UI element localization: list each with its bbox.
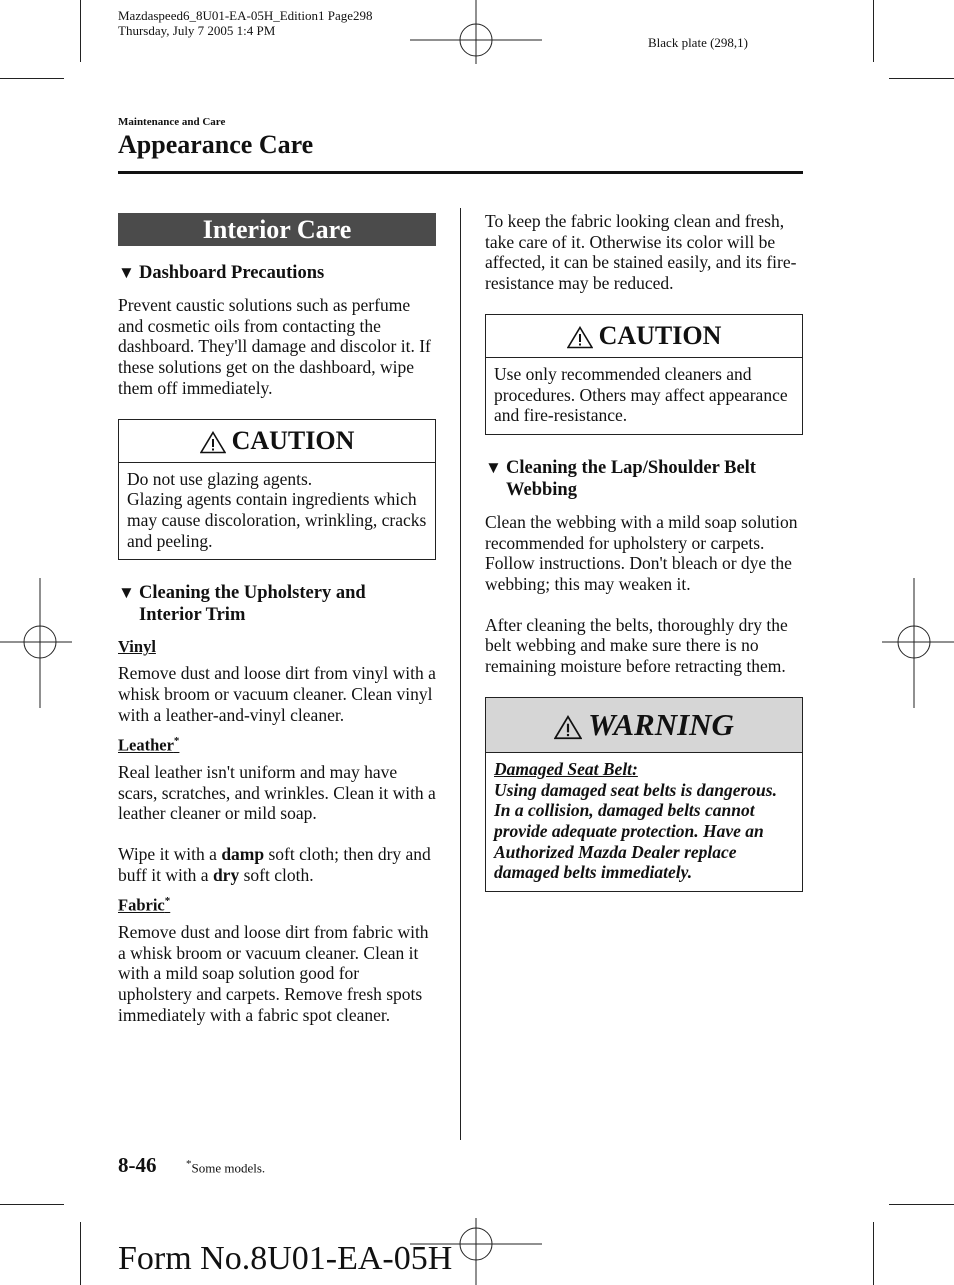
registration-mark-left (0, 578, 72, 708)
dashboard-heading: ▼ Dashboard Precautions (118, 263, 325, 283)
warning-triangle-icon (200, 431, 226, 454)
warning-triangle-icon (567, 326, 593, 349)
section-label: Maintenance and Care (118, 116, 226, 128)
print-info (118, 8, 373, 38)
page-title: Appearance Care (118, 130, 314, 159)
triangle-bullet-icon: ▼ (118, 263, 135, 282)
leather-label: Leather* (118, 735, 180, 755)
fabric-intro-text: To keep the fabric looking clean and fresh, take care of it. Otherwise its color will be affected, it can be stained easily, and its fire-resistance may be reduced. (485, 211, 797, 294)
caution-box-2-body: Use only recommended cleaners and procedures. Others may affect appearance and fire-resistance. (494, 363, 788, 426)
belt-text-1: Clean the webbing with a mild soap solution recommended for upholstery or carpets. Follow instructions. Don't bleach or dye the webbing; this may weaken it. (485, 511, 798, 595)
form-number: Form No.8U01-EA-05H (118, 1240, 453, 1277)
title-rule (118, 171, 803, 174)
dashboard-text: Prevent caustic solutions such as perfume and cosmetic oils from contacting the dashboard. They'll damage and discolor it. If these solutions get on the dashboard, wipe them off immediately. (118, 295, 431, 398)
asterisk-icon: * (186, 1158, 192, 1170)
column-divider (460, 208, 461, 1140)
caution-box-2-header: CAUTION (486, 315, 802, 358)
asterisk-icon: * (173, 735, 180, 748)
interior-care-banner: Interior Care (118, 213, 436, 246)
vinyl-label: Vinyl (118, 637, 156, 657)
belt-text-2: After cleaning the belts, thoroughly dry the belt webbing and make sure there is no remaining moisture before retracting them. (485, 614, 788, 677)
triangle-bullet-icon: ▼ (118, 583, 135, 603)
caution-box-2 (485, 314, 803, 435)
caution-box-1-header: CAUTION (119, 420, 435, 463)
warning-box-header: WARNING (486, 698, 802, 753)
fabric-label: Fabric* (118, 895, 171, 915)
registration-mark-top (410, 0, 542, 64)
warning-box (485, 697, 803, 892)
right-column (485, 211, 803, 892)
footnote: *Some models. (186, 1158, 266, 1176)
leather-text: Real leather isn't uniform and may have scars, scratches, and wrinkles. Clean it with a leather cleaner or mild soap. (118, 761, 436, 824)
registration-mark-right (882, 578, 954, 708)
plate-info: Black plate (298,1) (648, 35, 748, 50)
asterisk-icon: * (164, 895, 171, 908)
caution-box-1-body: Do not use glazing agents. Glazing agents contain ingredients which may cause discoloration, wrinkling, cracks and peeling. (127, 468, 427, 551)
warning-label: Damaged Seat Belt: (494, 758, 638, 779)
left-column (118, 213, 436, 1025)
print-info-line2: Thursday, July 7 2005 1:4 PM (118, 23, 276, 38)
belt-heading: ▼ Cleaning the Lap/Shoulder Belt Webbing (485, 457, 756, 500)
warning-text: Using damaged seat belts is dangerous. In a collision, damaged belts cannot provide adequate protection. Have an Authorized Mazda Dealer replace damaged belts immediately. (494, 779, 777, 883)
triangle-bullet-icon: ▼ (485, 457, 502, 477)
wipe-text: Wipe it with a damp soft cloth; then dry and buff it with a dry soft cloth. (118, 844, 431, 885)
fabric-text: Remove dust and loose dirt from fabric with a whisk broom or vacuum cleaner. Clean it with a mild soap solution good for upholstery and carpets. Remove fresh spots immediately with a fabric spot cleaner. (118, 921, 429, 1025)
page-number: 8-46 (118, 1153, 157, 1177)
print-info-line1: Mazdaspeed6_8U01-EA-05H_Edition1 Page298 (118, 8, 373, 23)
warning-triangle-icon (554, 715, 582, 740)
caution-box-1 (118, 419, 436, 561)
warning-box-body (486, 753, 802, 891)
upholstery-heading: ▼ Cleaning the Upholstery and Interior Trim (118, 583, 366, 626)
vinyl-text: Remove dust and loose dirt from vinyl with a whisk broom or vacuum cleaner. Clean vinyl with a leather-and-vinyl cleaner. (118, 663, 436, 725)
